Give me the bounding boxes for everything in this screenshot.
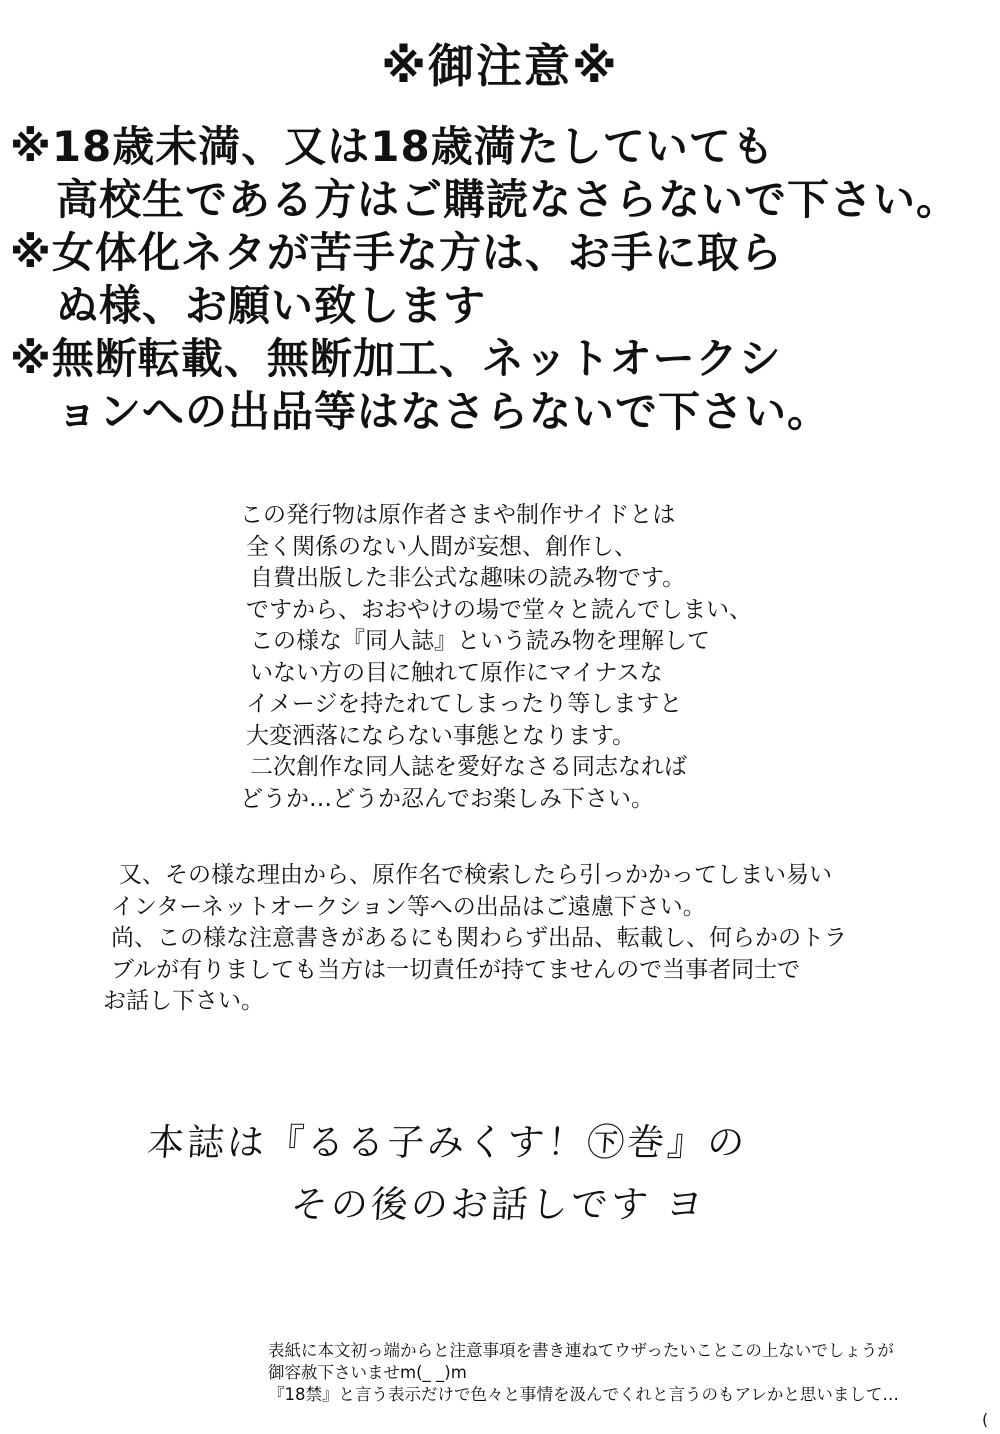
paragraph-line: この発行物は原作者さまや制作サイドとは — [240, 502, 676, 528]
paragraph-line: 大変洒落にならない事態となります。 — [246, 722, 636, 749]
paragraph-line: お話し下さい。 — [103, 988, 264, 1014]
paragraph-line: 又、その様な理由から、原作名で検索したら引っかかってしまい易い — [119, 862, 832, 888]
warning-line: ※女体化ネタが苦手な方は、お手に取ら — [10, 228, 783, 277]
footnote — [268, 1340, 958, 1406]
paragraph-line: ブルが有りましても当方は一切責任が持てませんので当事者同士で — [111, 956, 801, 983]
warning-list — [10, 120, 995, 438]
paragraph-line: どうか…どうか忍んでお楽しみ下さい。 — [240, 785, 654, 812]
warning-line: 高校生である方はご購読なさらないで下さい。 — [56, 175, 960, 224]
warning-line: ※無断転載、無断加工、ネットオークシ — [10, 334, 782, 383]
paragraph-line: 自費出版した非公式な趣味の読み物です。 — [250, 565, 686, 591]
paragraph-line: この様な『同人誌』という読み物を理解して — [250, 628, 710, 654]
handwritten-line: その後のお話しです ヨ — [289, 1183, 708, 1226]
footnote-line: 表紙に本文初っ端からと注意事項を書き連ねてウザったいことこの上ないでしょうが — [268, 1341, 894, 1360]
page-title: ※御注意※ — [381, 39, 619, 93]
disclaimer-paragraph — [240, 500, 860, 815]
paragraph-line: いない方の目に触れて原作にマイナスな — [250, 659, 663, 686]
page-mark: ( — [982, 1410, 989, 1429]
paragraph-line: 尚、この様な注意書きがあるにも関わらず出品、転載し、何らかのトラ — [111, 925, 847, 951]
footnote-line: 御容赦下さいませm(_ _)m — [268, 1363, 467, 1382]
warning-line: ョンへの出品等はなさらないで下さい。 — [56, 387, 831, 436]
auction-notice-paragraph — [103, 860, 893, 1018]
paragraph-line: イメージを持たれてしまったり等しますと — [246, 691, 683, 717]
warning-line: ぬ様、お願い致します — [56, 281, 487, 330]
paragraph-line: 全く関係のない人間が妄想、創作し、 — [246, 533, 637, 560]
footnote-line: 『18禁』と言う表示だけで色々と事情を汲んでくれと言うのもアレかと思いまして… — [268, 1385, 899, 1404]
paragraph-line: 二次創作な同人誌を愛好なさる同志なれば — [250, 754, 687, 780]
handwritten-note — [141, 1112, 749, 1236]
paragraph-line: ですから、おおやけの場で堂々と読んでしまい、 — [246, 596, 752, 623]
warning-line: ※18歳未満、又は18歳満たしていても — [10, 122, 775, 171]
handwritten-line: 本誌は『るる子みくす！㊦巻』の — [145, 1121, 749, 1164]
paragraph-line: インターネットオークション等への出品はご遠慮下さい。 — [111, 893, 706, 920]
